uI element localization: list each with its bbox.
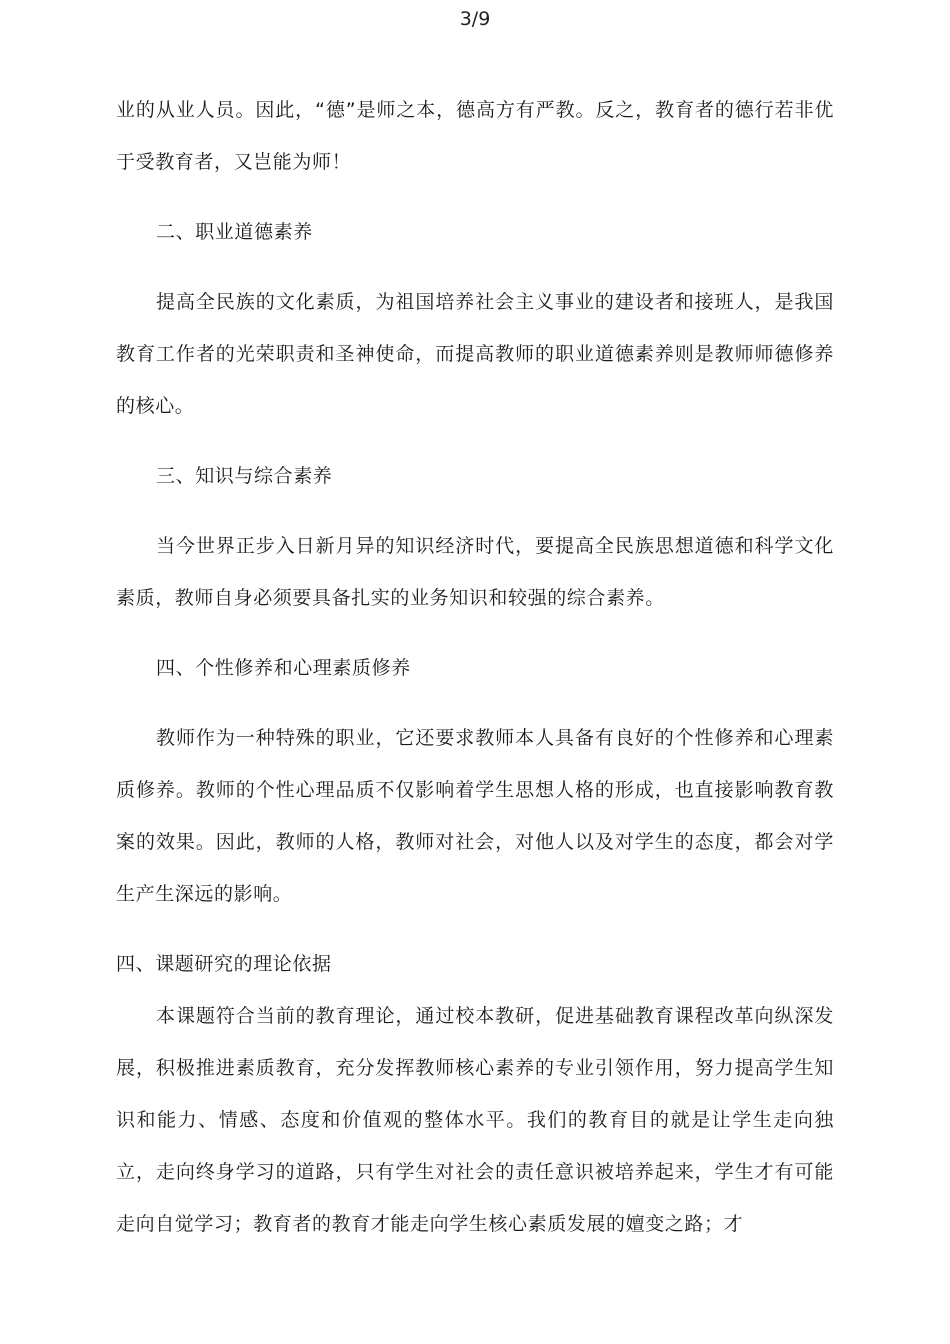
paragraph-1: 业的从业人员。因此，“德”是师之本，德高方有严教。反之，教育者的德行若非优于受教育者，又岂能为师！: [116, 99, 834, 173]
document-body: [116, 84, 834, 1250]
section-heading-knowledge: 三、知识与综合素养: [156, 465, 333, 487]
paragraph-4: 教师作为一种特殊的职业，它还要求教师本人具备有良好的个性修养和心理素质修养。教师的个性心理品质不仅影响着学生思想人格的形成，也直接影响教育教案的效果。因此，教师的人格，教师对社会，对他人以及对学生的态度，都会对学生产生深远的影响。: [116, 727, 834, 905]
section-heading-personality: 四、个性修养和心理素质修养: [156, 657, 411, 679]
paragraph-5: 本课题符合当前的教育理论，通过校本教研，促进基础教育课程改革向纵深发展，积极推进素质教育，充分发挥教师核心素养的专业引领作用，努力提高学生知识和能力、情感、态度和价值观的整体水平。我们的教育目的就是让学生走向独立，走向终身学习的道路，只有学生对社会的责任意识被培养起来，学生才有可能走向自觉学习；教育者的教育才能走向学生核心素质发展的嬗变之路；才: [116, 1005, 834, 1235]
page-number: 3/9: [459, 8, 491, 30]
paragraph-2: 提高全民族的文化素质，为祖国培养社会主义事业的建设者和接班人，是我国教育工作者的光荣职责和圣神使命，而提高教师的职业道德素养则是教师师德修养的核心。: [116, 291, 834, 417]
paragraph-3: 当今世界正步入日新月异的知识经济时代，要提高全民族思想道德和科学文化素质，教师自身必须要具备扎实的业务知识和较强的综合素养。: [116, 535, 834, 609]
section-heading-theory: 四、课题研究的理论依据: [116, 953, 332, 975]
section-heading-professional-ethics: 二、职业道德素养: [156, 221, 313, 243]
